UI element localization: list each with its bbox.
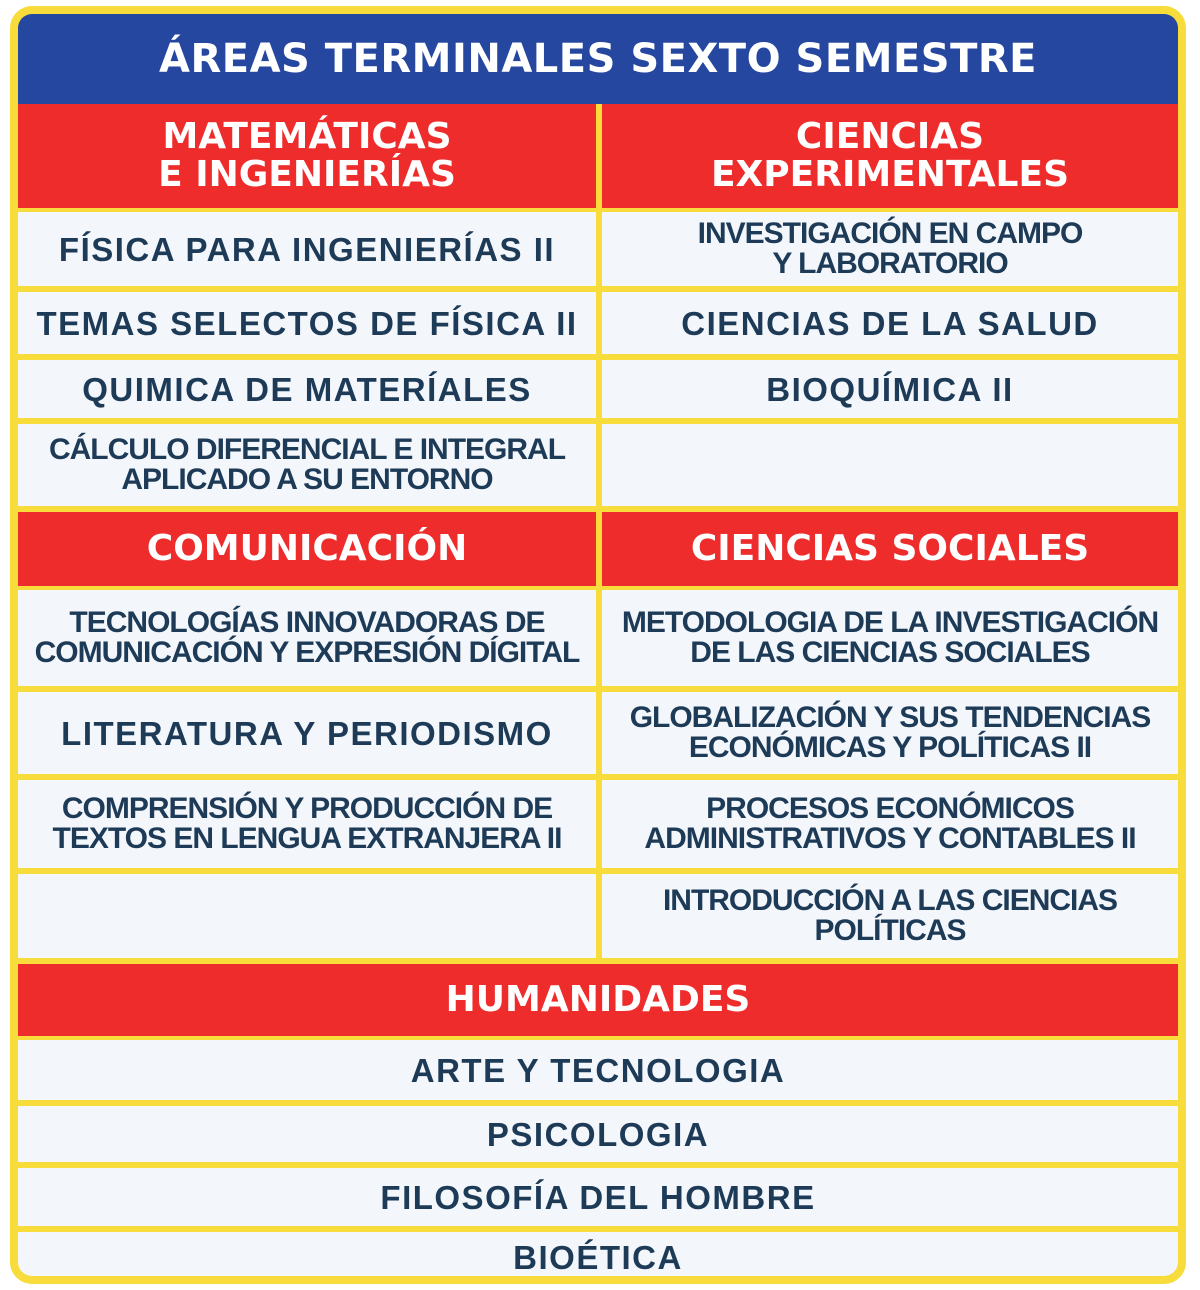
cell-sociales-2: GLOBALIZACIÓN Y SUS TENDENCIAS ECONÓMICAS Y POLÍTICAS II	[602, 692, 1178, 774]
cell-matematicas-3: QUIMICA DE MATERÍALES	[18, 360, 596, 418]
areas-table	[10, 6, 1186, 1284]
heading-sociales: CIENCIAS SOCIALES	[602, 512, 1178, 586]
cell-comunicacion-1: TECNOLOGÍAS INNOVADORAS DE COMUNICACIÓN Y EXPRESIÓN DÍGITAL	[18, 590, 596, 686]
cell-experimentales-1: INVESTIGACIÓN EN CAMPO Y LABORATORIO	[602, 212, 1178, 286]
cell-matematicas-2: TEMAS SELECTOS DE FÍSICA II	[18, 292, 596, 354]
cell-matematicas-1: FÍSICA PARA INGENIERÍAS II	[18, 212, 596, 286]
cell-humanidades-2: PSICOLOGIA	[18, 1106, 1178, 1162]
cell-humanidades-4: BIOÉTICA	[18, 1232, 1178, 1276]
table-title: ÁREAS TERMINALES SEXTO SEMESTRE	[18, 14, 1178, 104]
heading-matematicas: MATEMÁTICAS E INGENIERÍAS	[18, 104, 596, 208]
cell-sociales-1: METODOLOGIA DE LA INVESTIGACIÓN DE LAS CIENCIAS SOCIALES	[602, 590, 1178, 686]
cell-matematicas-4: CÁLCULO DIFERENCIAL E INTEGRAL APLICADO A SU ENTORNO	[18, 424, 596, 506]
cell-humanidades-3: FILOSOFÍA DEL HOMBRE	[18, 1168, 1178, 1226]
cell-comunicacion-empty	[18, 874, 596, 958]
heading-humanidades: HUMANIDADES	[18, 964, 1178, 1036]
cell-experimentales-3: BIOQUÍMICA II	[602, 360, 1178, 418]
heading-comunicacion: COMUNICACIÓN	[18, 512, 596, 586]
cell-humanidades-1: ARTE Y TECNOLOGIA	[18, 1040, 1178, 1100]
cell-comunicacion-2: LITERATURA Y PERIODISMO	[18, 692, 596, 774]
cell-sociales-4: INTRODUCCIÓN A LAS CIENCIAS POLÍTICAS	[602, 874, 1178, 958]
cell-sociales-3: PROCESOS ECONÓMICOS ADMINISTRATIVOS Y CONTABLES II	[602, 780, 1178, 868]
cell-experimentales-2: CIENCIAS DE LA SALUD	[602, 292, 1178, 354]
heading-experimentales: CIENCIAS EXPERIMENTALES	[602, 104, 1178, 208]
cell-comunicacion-3: COMPRENSIÓN Y PRODUCCIÓN DE TEXTOS EN LENGUA EXTRANJERA II	[18, 780, 596, 868]
cell-experimentales-empty	[602, 424, 1178, 506]
